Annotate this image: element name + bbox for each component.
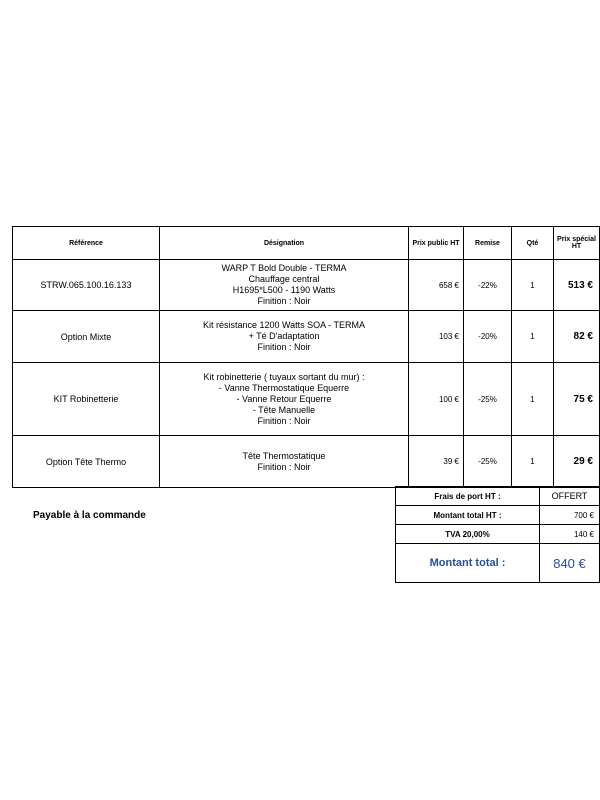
designation-line: Finition : Noir bbox=[257, 296, 311, 306]
cell-qte: 1 bbox=[512, 260, 554, 311]
cell-prix-public: 100 € bbox=[409, 363, 464, 436]
designation-line: Finition : Noir bbox=[257, 342, 311, 352]
header-prix-public: Prix public HT bbox=[409, 227, 464, 260]
totals-row-tax bbox=[396, 525, 600, 544]
designation-line: - Vanne Thermostatique Equerre bbox=[218, 382, 350, 393]
designation-line: Chauffage central bbox=[248, 274, 320, 284]
cell-designation bbox=[160, 436, 409, 488]
totals-row-subtotal bbox=[396, 506, 600, 525]
cell-designation bbox=[160, 311, 409, 363]
totals-row-grand-total bbox=[396, 544, 600, 583]
subtotal-value: 700 € bbox=[540, 506, 600, 525]
cell-prix-special: 82 € bbox=[554, 311, 600, 363]
cell-remise: -22% bbox=[464, 260, 512, 311]
cell-prix-special: 513 € bbox=[554, 260, 600, 311]
designation-line: + Té D'adaptation bbox=[248, 331, 320, 341]
payment-terms: Payable à la commande bbox=[33, 510, 146, 521]
designation-line: Finition : Noir bbox=[257, 415, 311, 426]
totals-table bbox=[395, 486, 600, 583]
cell-qte: 1 bbox=[512, 363, 554, 436]
cell-qte: 1 bbox=[512, 311, 554, 363]
designation-line: - Vanne Retour Equerre bbox=[236, 393, 332, 404]
designation-line: WARP T Bold Double - TERMA bbox=[221, 263, 347, 273]
cell-prix-public: 103 € bbox=[409, 311, 464, 363]
designation-line: Finition : Noir bbox=[257, 461, 311, 472]
subtotal-label: Montant total HT : bbox=[396, 506, 540, 525]
header-row bbox=[13, 227, 600, 260]
cell-designation bbox=[160, 363, 409, 436]
header-reference: Référence bbox=[13, 227, 160, 260]
cell-reference: Option Tête Thermo bbox=[13, 436, 160, 488]
cell-qte: 1 bbox=[512, 436, 554, 488]
designation-line: Kit résistance 1200 Watts SOA - TERMA bbox=[202, 320, 366, 330]
tax-value: 140 € bbox=[540, 525, 600, 544]
header-designation: Désignation bbox=[160, 227, 409, 260]
cell-prix-special: 75 € bbox=[554, 363, 600, 436]
shipping-label: Frais de port HT : bbox=[396, 487, 540, 506]
cell-designation bbox=[160, 260, 409, 311]
cell-prix-public: 658 € bbox=[409, 260, 464, 311]
designation-line: Kit robinetterie ( tuyaux sortant du mur) : bbox=[203, 371, 365, 382]
cell-reference: KIT Robinetterie bbox=[13, 363, 160, 436]
header-prix-special: Prix spécial HT bbox=[554, 227, 600, 260]
tax-label: TVA 20,00% bbox=[396, 525, 540, 544]
designation-line: Tête Thermostatique bbox=[242, 450, 326, 461]
designation-line: - Tête Manuelle bbox=[252, 404, 316, 415]
header-qte: Qté bbox=[512, 227, 554, 260]
totals-row-shipping bbox=[396, 487, 600, 506]
header-remise: Remise bbox=[464, 227, 512, 260]
grand-total-value: 840 € bbox=[540, 544, 600, 583]
cell-reference: Option Mixte bbox=[13, 311, 160, 363]
cell-reference: STRW.065.100.16.133 bbox=[13, 260, 160, 311]
cell-prix-special: 29 € bbox=[554, 436, 600, 488]
quote-table bbox=[12, 226, 600, 488]
grand-total-label: Montant total : bbox=[396, 544, 540, 583]
cell-remise: -20% bbox=[464, 311, 512, 363]
table-row bbox=[13, 260, 600, 311]
designation-line: H1695*L500 - 1190 Watts bbox=[232, 285, 336, 295]
cell-remise: -25% bbox=[464, 363, 512, 436]
cell-remise: -25% bbox=[464, 436, 512, 488]
shipping-value: OFFERT bbox=[540, 487, 600, 506]
table-row bbox=[13, 363, 600, 436]
table-row bbox=[13, 311, 600, 363]
cell-prix-public: 39 € bbox=[409, 436, 464, 488]
table-row bbox=[13, 436, 600, 488]
